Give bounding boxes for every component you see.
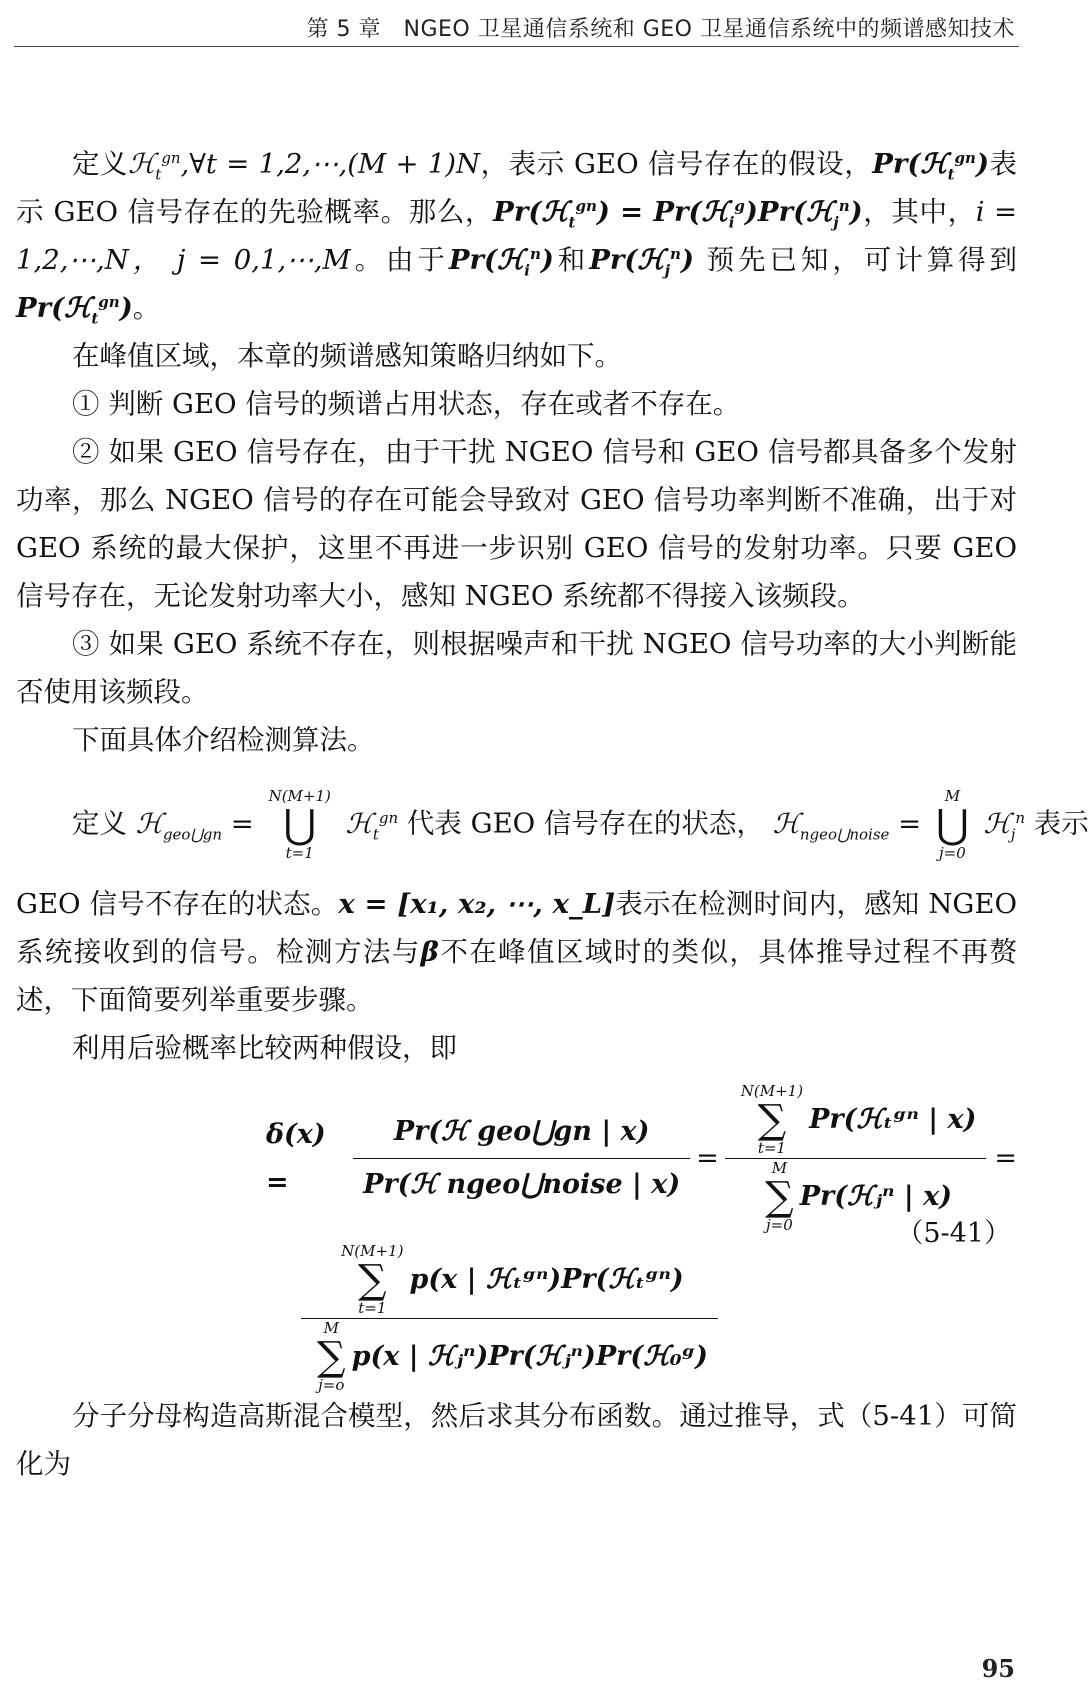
- paragraph-algorithm-intro: 下面具体介绍检测算法。: [72, 724, 375, 756]
- page-body: [16, 140, 1089, 1488]
- math-product: Pr(ℋ$_t^{gn}$) = Pr(ℋ$_i^g$)Pr(ℋ$_j^n$): [493, 196, 863, 232]
- fraction-likelihood: N(M+1) ∑ t=1 p(x | ℋₜᵍⁿ)Pr(ℋₜᵍⁿ) M ∑ j=o p(x | ℋⱼⁿ)Pr(ℋⱼⁿ)Pr(ℋ₀ᵍ): [301, 1242, 718, 1395]
- running-header: 第 5 章 NGEO 卫星通信系统和 GEO 卫星通信系统中的频谱感知技术: [306, 17, 1015, 42]
- paragraph-step-3: ③ 如果 GEO 系统不存在，则根据噪声和干扰 NGEO 信号功率的大小判断能否使用该频段。: [16, 628, 1017, 708]
- paragraph-signal-vector: GEO 信号不存在的状态。x = [x₁, x₂, ⋯, x_L]表示在检测时间内，感知 NGEO 系统接收到的信号。检测方法与β不在峰值区域时的类似，具体推导过程不再赘述，下面简要列举重要步骤。: [16, 888, 1018, 1016]
- paragraph-strategy-intro: 在峰值区域，本章的频谱感知策略归纳如下。: [72, 340, 622, 372]
- math-hypothesis: ℋ$_t^{gn}$,∀t = 1,2,⋯,(M + 1)N: [128, 148, 481, 184]
- paragraph-posterior-intro: 利用后验概率比较两种假设，即: [72, 1032, 457, 1064]
- paragraph-step-1: ① 判断 GEO 信号的频谱占用状态，存在或者不存在。: [72, 388, 741, 420]
- equation-5-41: δ(x) = $\frac{\text{Pr(ℋ geo⋃gn | x)}}{\text{Pr(ℋ ngeo⋃noise | x)}}$ = N(M+1) ∑ t=1 Pr(ℋₜᵍⁿ | x) M ∑ j=0 Pr(ℋⱼⁿ | x) = N(M+1) ∑ t=1 p(x | ℋₜᵍⁿ)Pr(ℋₜᵍⁿ) M ∑ j=o p(x | ℋⱼⁿ)Pr(ℋⱼⁿ)Pr(ℋ₀ᵍ) （5-41）: [266, 1082, 1017, 1394]
- paragraph-definition: 定义ℋ$_t^{gn}$,∀t = 1,2,⋯,(M + 1)N，表示 GEO 信号存在的假设，Pr(ℋ$_t^{gn}$)表示 GEO 信号存在的先验概率。那么，Pr(ℋ$_t^{gn}$) = Pr(ℋ$_i^g$)Pr(ℋ$_j^n$)，其中，i = 1,2,⋯,N， j = 0,1,⋯,M。由于Pr(ℋ$_i^n$)和Pr(ℋ$_j^n$) 预先已知，可计算得到Pr(ℋ$_t^{gn}$)。: [16, 148, 1018, 328]
- fraction-posterior: $\frac{\text{Pr(ℋ geo⋃gn | x)}}{\text{Pr(ℋ ngeo⋃noise | x)}}$: [353, 1106, 690, 1211]
- big-union-noise: M ⋃ j=0: [935, 787, 969, 862]
- equation-number: （5-41）: [896, 1218, 1011, 1249]
- page-number: 95: [981, 1654, 1015, 1683]
- paragraph-step-2: ② 如果 GEO 信号存在，由于干扰 NGEO 信号和 GEO 信号都具备多个发射功率，那么 NGEO 信号的存在可能会导致对 GEO 信号功率判断不准确，出于对 GEO 系统的最大保护，这里不再进一步识别 GEO 信号的发射功率。只要 GEO 信号存在，无论发射功率大小，感知 NGEO 系统都不得接入该频段。: [16, 436, 1017, 612]
- fraction-sum-posterior: N(M+1) ∑ t=1 Pr(ℋₜᵍⁿ | x) M ∑ j=0 Pr(ℋⱼⁿ | x): [725, 1082, 987, 1235]
- big-union-gn: N(M+1) ⋃ t=1: [268, 787, 331, 862]
- union-definition-line: 定义 ℋ$_{geo⋃gn}$ = N(M+1) ⋃ t=1 ℋ$_t^{gn}$ 代表 GEO 信号存在的状态， ℋ$_{ngeo⋃noise}$ = M ⋃ j=0 ℋ$_j^n$ 表示: [72, 787, 1089, 862]
- paragraph-simplify: 分子分母构造高斯混合模型，然后求其分布函数。通过推导，式（5-41）可简化为: [16, 1400, 1017, 1480]
- header-rule: [14, 46, 1019, 47]
